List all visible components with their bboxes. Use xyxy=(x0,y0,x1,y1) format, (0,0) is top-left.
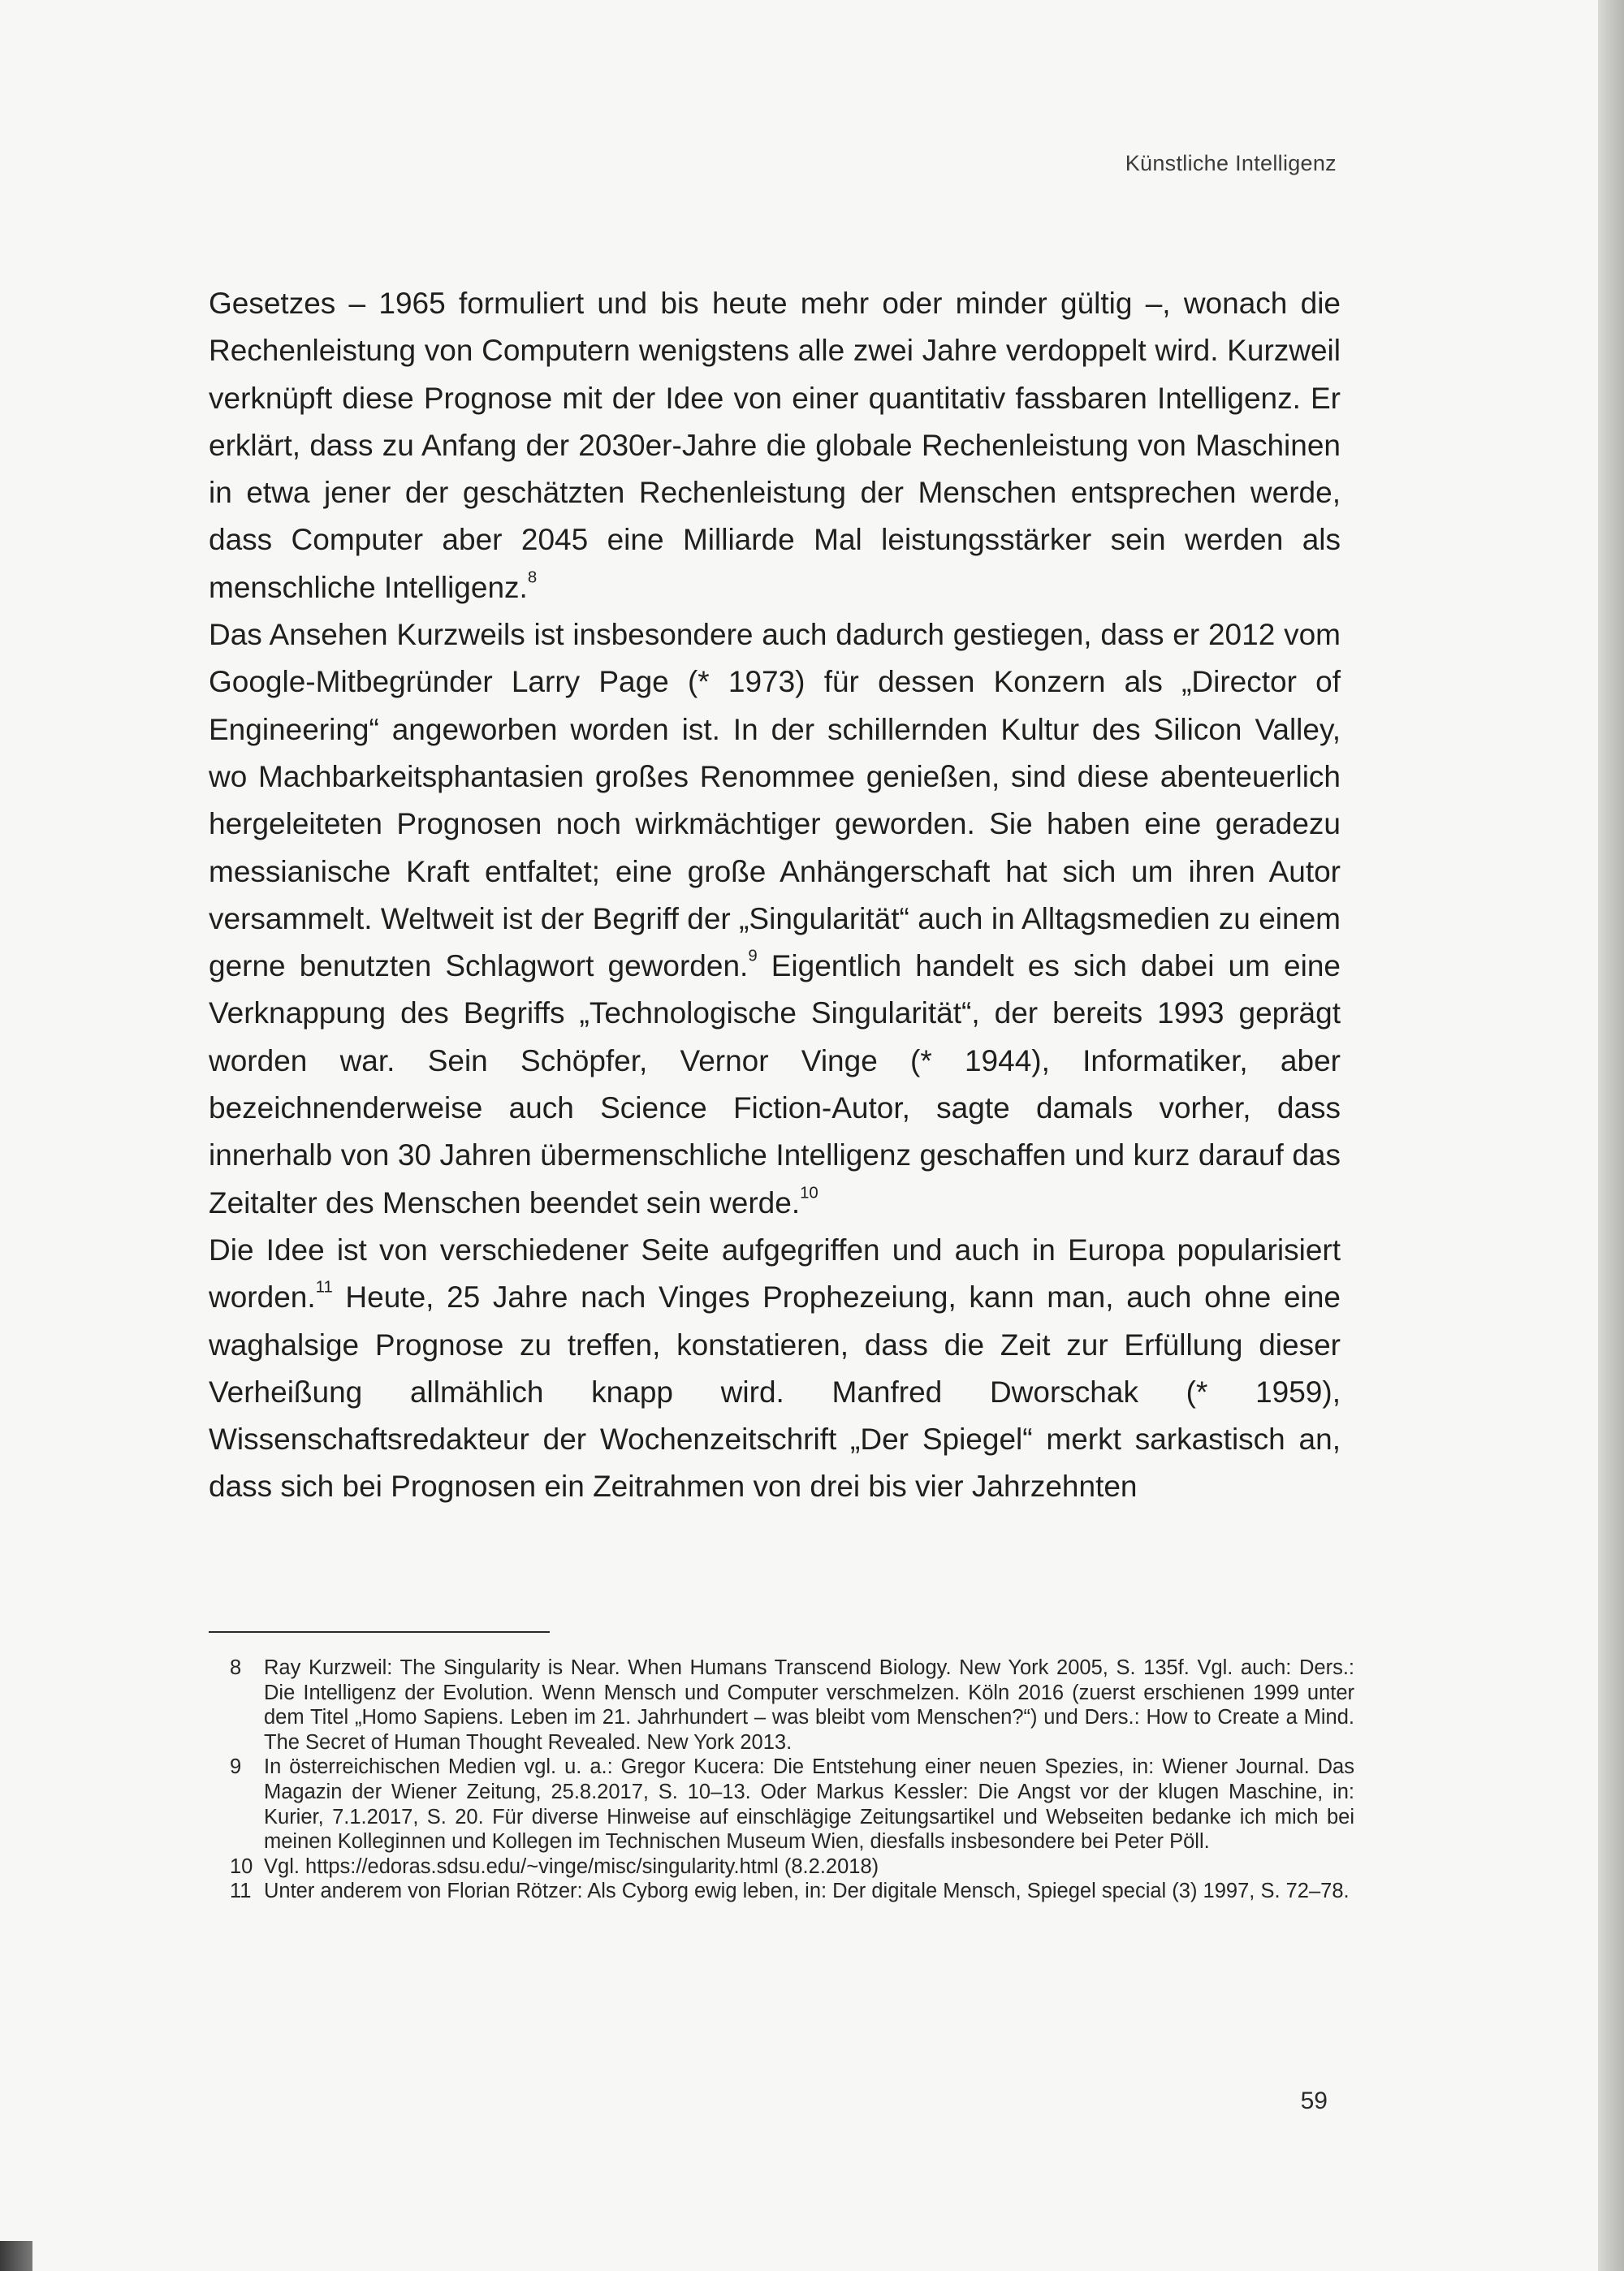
footnote xyxy=(230,1879,1354,1904)
footnote xyxy=(230,1656,1354,1755)
footnote-number: 8 xyxy=(230,1656,242,1679)
paragraph-text: Heute, 25 Jahre nach Vinges Prophezeiung, kann man, auch ohne eine waghalsige Prognose zu treffen, konstatieren, dass die Zeit zur Erfüllung dieser Verheißung allmählich knapp wird. Manfred Dworschak (* 1959), Wissenschaftsredakteur der Wochenzeitschrift „Der Spiegel“ merkt sarkastisch an, dass sich bei Prognosen ein Zeitrahmen von drei bis vier Jahrzehnten xyxy=(209,1280,1341,1504)
footnote-ref: 11 xyxy=(315,1278,333,1297)
paragraph xyxy=(209,280,1341,611)
footnote-text: Vgl. https://edoras.sdsu.edu/~vinge/misc/singularity.html (8.2.2018) xyxy=(264,1854,879,1878)
footnotes xyxy=(230,1656,1354,1904)
footnote-number: 10 xyxy=(230,1854,253,1878)
page-edge xyxy=(1598,0,1624,2271)
footnote-text: Unter anderem von Florian Rötzer: Als Cyborg ewig leben, in: Der digitale Mensch, Spiegel special (3) 1997, S. 72–78. xyxy=(264,1880,1350,1903)
footnote-text: In österreichischen Medien vgl. u. a.: Gregor Kucera: Die Entstehung einer neuen Spezies, in: Wiener Journal. Das Magazin der Wiener Zeitung, 25.8.2017, S. 10–13. Oder Markus Kessler: Die Angst vor der klugen Maschine, in: Kurier, 7.1.2017, S. 20. Für diverse Hinweise auf einschlägige Zeitungsartikel und Webseiten bedanke ich mich bei meinen Kolleginnen und Kollegen im Technischen Museum Wien, diesfalls insbesondere bei Peter Pöll. xyxy=(264,1755,1354,1854)
page-number: 59 xyxy=(1300,2088,1328,2114)
footnote xyxy=(230,1854,1354,1880)
paragraph-text: Gesetzes – 1965 formuliert und bis heute mehr oder minder gültig –, wonach die Rechenleistung von Computern wenigstens alle zwei Jahre verdoppelt wird. Kurzweil verknüpft diese Prognose mit der Idee von einer quantitativ fassbaren Intelligenz. Er erklärt, dass zu Anfang der 2030er-Jahre die globale Rechenleistung von Maschinen in etwa jener der geschätzten Rechenleistung der Menschen entsprechen werde, dass Computer aber 2045 eine Milliarde Mal leistungsstärker sein werden als menschliche Intelligenz. xyxy=(209,287,1341,604)
footnote-number: 9 xyxy=(230,1755,242,1779)
footnote-divider xyxy=(209,1631,550,1633)
main-text xyxy=(209,280,1341,1511)
running-head: Künstliche Intelligenz xyxy=(1125,151,1337,175)
paragraph-text: Die Idee ist von verschiedener Seite aufgegriffen und auch in Europa popularisiert worden. xyxy=(209,1233,1341,1315)
footnote-number: 11 xyxy=(230,1880,252,1903)
footnote-ref: 10 xyxy=(800,1184,818,1202)
paragraph-text: Das Ansehen Kurzweils ist insbesondere auch dadurch gestiegen, dass er 2012 vom Google-Mitbegründer Larry Page (* 1973) für dessen Konzern als „Director of Engineering“ angeworben worden ist. In der schillernden Kultur des Silicon Valley, wo Machbarkeitsphantasien großes Renommee genießen, sind diese abenteuerlich hergeleiteten Prognosen noch wirkmächtiger geworden. Sie haben eine geradezu messianische Kraft entfaltet; eine große Anhängerschaft hat sich um ihren Autor versammelt. Weltweit ist der Begriff der „Singularität“ auch in Alltagsmedien zu einem gerne benutzten Schlagwort geworden. xyxy=(209,618,1341,983)
footnote xyxy=(230,1755,1354,1854)
footnote-ref: 8 xyxy=(527,568,538,587)
footnote-ref: 9 xyxy=(748,947,758,965)
paragraph-text: Eigentlich handelt es sich dabei um eine Verknappung des Begriffs „Technologische Singularität“, der bereits 1993 geprägt worden war. Sein Schöpfer, Vernor Vinge (* 1944), Informatiker, aber bezeichnenderweise auch Science Fiction-Autor, sagte damals vorher, dass innerhalb von 30 Jahren übermenschliche Intelligenz geschaffen und kurz darauf das Zeitalter des Menschen beendet sein werde. xyxy=(209,949,1341,1220)
paragraph xyxy=(209,1227,1341,1511)
footnote-text: Ray Kurzweil: The Singularity is Near. When Humans Transcend Biology. New York 2005, S. 135f. Vgl. auch: Ders.: Die Intelligenz der Evolution. Wenn Mensch und Computer verschmelzen. Köln 2016 (zuerst erschienen 1999 unter dem Titel „Homo Sapiens. Leben im 21. Jahrhundert – was bleibt vom Menschen?“) und Ders.: How to Create a Mind. The Secret of Human Thought Revealed. New York 2013. xyxy=(264,1656,1354,1754)
scan-shadow xyxy=(0,2241,32,2271)
paragraph xyxy=(209,611,1341,1227)
